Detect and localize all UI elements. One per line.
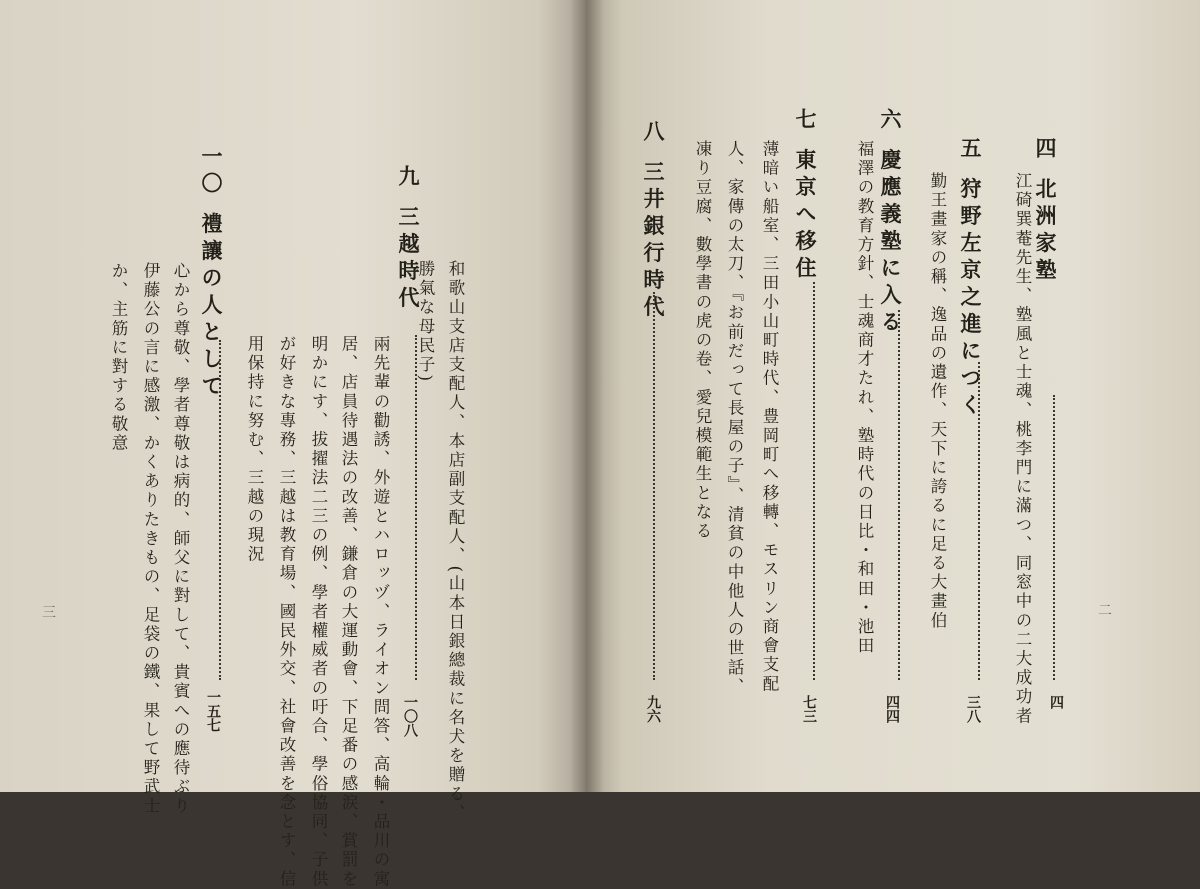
chapter-7-line-3: 凍り豆腐、數學書の虎の卷、愛兒模範生となる [693, 140, 712, 542]
chapter-8-heading: 八 三井銀行時代 [641, 120, 666, 323]
chapter-10-heading: 一〇 禮讓の人として [199, 145, 224, 402]
chapter-9-heading: 九 三越時代 [396, 165, 421, 314]
chapter-10-leader-dots [219, 340, 221, 680]
chapter-10-line-1: 心から尊敬、學者尊敬は病的、師父に對して、貴賓への應待ぶり [171, 262, 190, 816]
chapter-7-line-2: 人、家傳の太刀、『お前だって長屋の子』、清貧の中他人の世話、 [725, 140, 744, 697]
chapter-9-line-3: 明かにす、拔擢法二三の例、學者權威者の吁合、學俗協同、子供 [309, 335, 328, 889]
chapter-10-line-2: 伊藤公の言に感激、かくありたきもの、足袋の鐵、果して野武士 [141, 262, 160, 816]
chapter-6-heading: 六 慶應義塾に入る [878, 108, 903, 338]
chapter-9-leader-dots [415, 335, 417, 680]
continuation-line-2: 勝氣な母民子) [416, 260, 435, 384]
chapter-4-line-1: 江碕巽菴先生、塾風と士魂、桃李門に滿つ、同窓中の二大成功者 [1013, 172, 1032, 726]
chapter-9-line-4: が好きな專務、三越は教育場、國民外交、社會改善を念とす、信 [277, 335, 296, 889]
continuation-line-1: 和歌山支店支配人、本店副支配人、(山本日銀總裁に名犬を贈る、 [446, 260, 465, 823]
book-gutter [570, 0, 604, 792]
chapter-6-page-number: 四四 [884, 695, 900, 723]
chapter-9-line-1: 兩先輩の勸誘、外遊とハロッヅ、ライオン問答、高輪・品川の寓 [371, 335, 390, 889]
chapter-9-line-5: 用保持に努む、三越の現況 [245, 335, 264, 565]
chapter-5-leader-dots [978, 362, 980, 680]
chapter-7-line-1: 薄暗い船室、三田小山町時代、豊岡町へ移轉、モスリン商會支配 [760, 140, 779, 694]
chapter-10-page-number: 一五七 [205, 690, 221, 732]
chapter-9-line-2: 居、店員待遇法の改善、鎌倉の大運動會、下足番の感涙、賞罰を [339, 335, 358, 889]
chapter-6-leader-dots [898, 310, 900, 680]
chapter-4-heading: 四 北洲家塾 [1033, 137, 1058, 286]
chapter-8-page-number: 九六 [645, 695, 661, 723]
chapter-10-line-3: か、主筋に對する敬意 [109, 262, 128, 453]
chapter-4-page-number: 四 [1048, 695, 1064, 709]
chapter-9-page-number: 一〇八 [402, 695, 418, 737]
chapter-5-line-1: 勤王畫家の稱、逸品の遺作、天下に誇るに足る大畫伯 [928, 172, 947, 631]
chapter-5-page-number: 三八 [965, 695, 981, 723]
chapter-7-page-number: 七三 [801, 695, 817, 723]
chapter-7-leader-dots [813, 282, 815, 680]
chapter-4-leader-dots [1053, 395, 1055, 680]
left-page-folio: 三 [42, 605, 56, 621]
chapter-7-heading: 七 東京へ移住 [793, 108, 818, 284]
right-page-folio: 二 [1098, 603, 1112, 619]
chapter-6-line-1: 福澤の教育方針、士魂商才たれ、塾時代の日比・和田・池田 [855, 140, 874, 656]
chapter-8-leader-dots [653, 292, 655, 680]
chapter-5-heading: 五 狩野左京之進につく [958, 137, 983, 421]
